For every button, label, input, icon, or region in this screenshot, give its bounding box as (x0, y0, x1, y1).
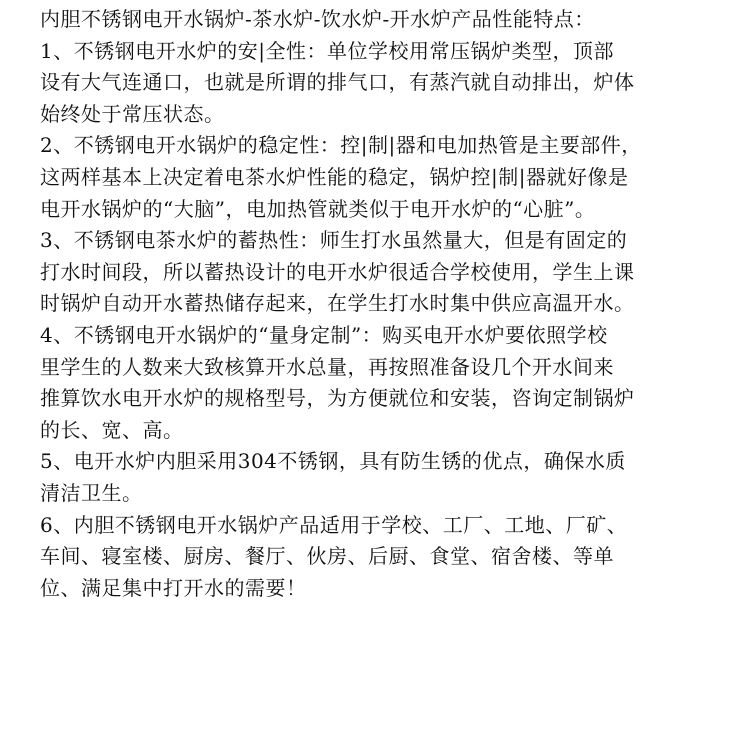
item-1-line-1: 1、不锈钢电开水炉的安|全性：单位学校用常压锅炉类型，顶部 (40, 38, 614, 63)
item-6-line-1: 6、内胆不锈钢电开水锅炉产品适用于学校、工厂、工地、厂矿、 (40, 512, 628, 537)
item-4-line-4: 的长、宽、高。 (40, 417, 184, 442)
item-4-line-3: 推算饮水电开水炉的规格型号，为方便就位和安装，咨询定制锅炉 (40, 386, 635, 411)
item-2-line-1: 2、不锈钢电开水锅炉的稳定性：控|制|器和电加热管是主要部件， (40, 133, 642, 158)
item-2-line-3: 电开水锅炉的“大脑”，电加热管就类似于电开水炉的“心脏”。 (40, 196, 596, 221)
item-4-line-2: 里学生的人数来大致核算开水总量，再按照准备设几个开水间来 (40, 354, 614, 379)
item-1-line-2: 设有大气连通口，也就是所谓的排气口，有蒸汽就自动排出，炉体 (40, 70, 635, 95)
item-6-line-2: 车间、寝室楼、厨房、餐厅、伙房、后厨、食堂、宿舍楼、等单 (40, 544, 614, 569)
item-5-line-2: 清洁卫生。 (40, 480, 143, 505)
document-title: 内胆不锈钢电开水锅炉-茶水炉-饮水炉-开水炉产品性能特点： (40, 7, 595, 31)
item-3-line-1: 3、不锈钢电茶水炉的蓄热性：师生打水虽然量大，但是有固定的 (40, 228, 628, 253)
item-3-line-3: 时锅炉自动开水蓄热储存起来，在学生打水时集中供应高温开水。 (40, 291, 635, 316)
item-6-line-3: 位、满足集中打开水的需要！ (40, 575, 307, 600)
item-2-line-2: 这两样基本上决定着电茶水炉性能的稳定，锅炉控|制|器就好像是 (40, 164, 629, 189)
item-1-line-3: 始终处于常压状态。 (40, 101, 225, 126)
item-3-line-2: 打水时间段，所以蓄热设计的电开水炉很适合学校使用，学生上课 (40, 259, 635, 284)
item-4-line-1: 4、不锈钢电开水锅炉的“量身定制”：购买电开水炉要依照学校 (40, 322, 608, 347)
item-5-line-1: 5、电开水炉内胆采用304不锈钢，具有防生锈的优点，确保水质 (40, 449, 626, 474)
